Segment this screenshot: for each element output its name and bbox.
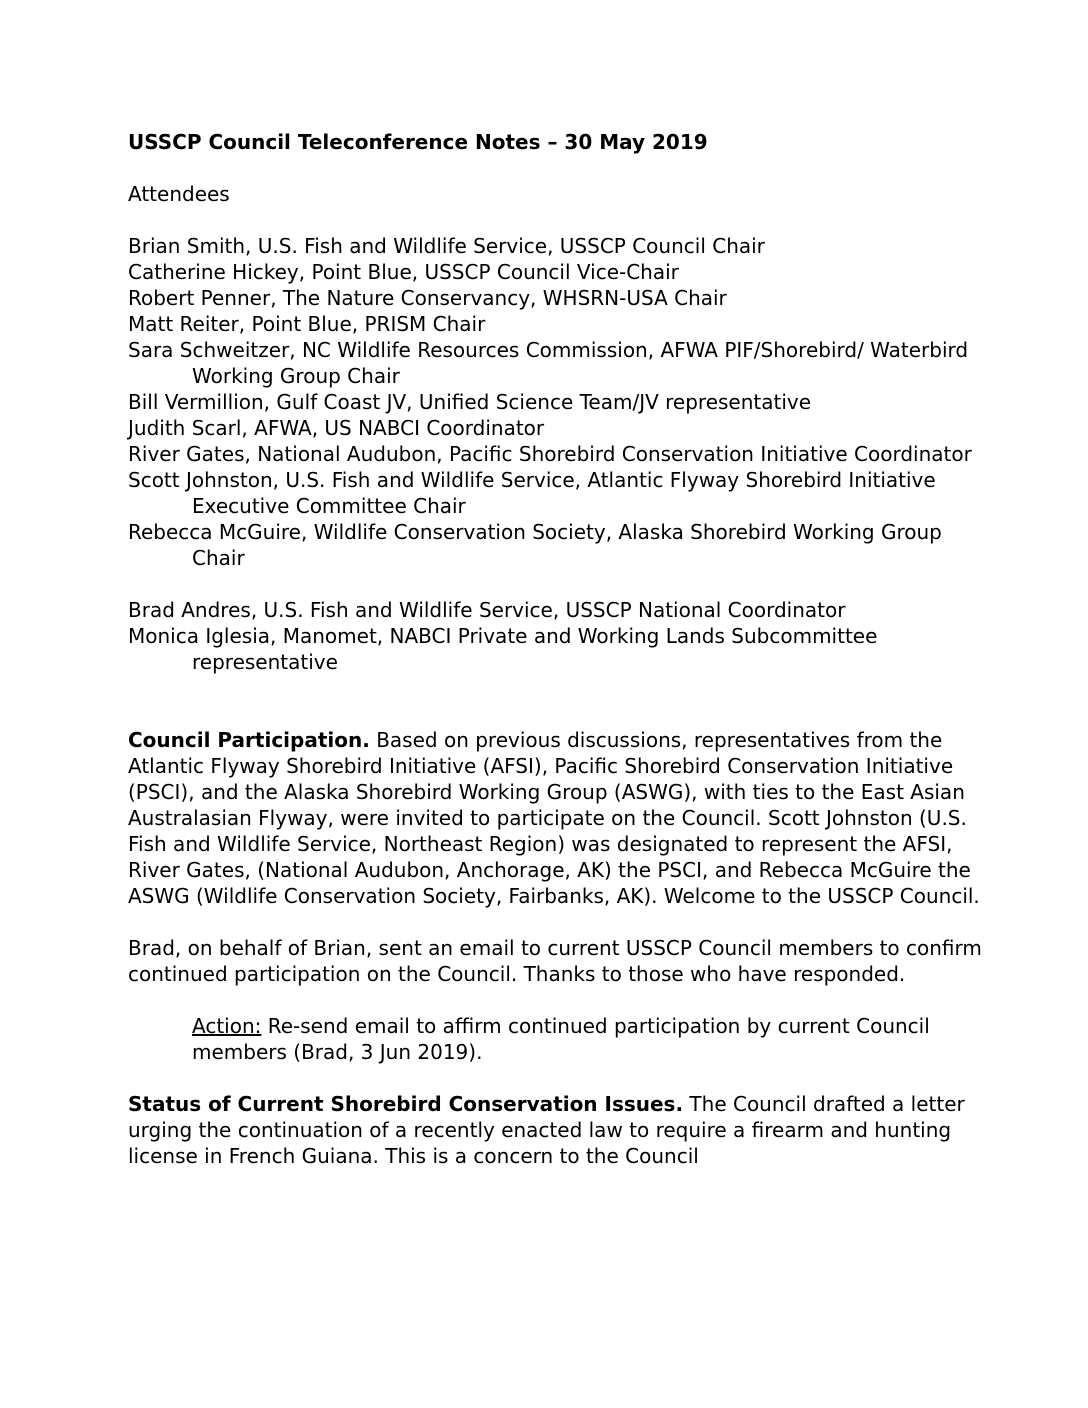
- staff-item: Brad Andres, U.S. Fish and Wildlife Service, USSCP National Coordinator: [128, 598, 846, 622]
- staff-list: [128, 597, 988, 675]
- attendee-item: Brian Smith, U.S. Fish and Wildlife Service, USSCP Council Chair: [128, 234, 765, 258]
- attendee-item: Bill Vermillion, Gulf Coast JV, Unified Science Team/JV representative: [128, 390, 812, 414]
- attendee-item: Judith Scarl, AFWA, US NABCI Coordinator: [128, 416, 545, 440]
- document-title: USSCP Council Teleconference Notes – 30 May 2019: [128, 130, 708, 154]
- action-item: [128, 1013, 988, 1065]
- attendee-item: River Gates, National Audubon, Pacific Shorebird Conservation Initiative Coordinator: [128, 442, 972, 466]
- spacer: [128, 909, 988, 935]
- council-participation-heading: Council Participation.: [128, 728, 370, 752]
- action-label: Action:: [192, 1014, 262, 1038]
- attendee-item: Catherine Hickey, Point Blue, USSCP Council Vice-Chair: [128, 260, 679, 284]
- spacer: [128, 571, 988, 597]
- conservation-issues-paragraph: [128, 1091, 988, 1169]
- document-body: [128, 129, 988, 1169]
- conservation-issues-text: The Council drafted a letter urging the continuation of a recently enacted law to require a firearm and hunting license in French Guiana. This is a concern to the Council: [128, 1092, 965, 1168]
- conservation-issues-heading: Status of Current Shorebird Conservation Issues.: [128, 1092, 684, 1116]
- spacer: [128, 675, 988, 727]
- attendees-heading: Attendees: [128, 182, 230, 206]
- attendee-item: Rebecca McGuire, Wildlife Conservation Society, Alaska Shorebird Working Group Chair: [128, 520, 942, 570]
- spacer: [128, 1065, 988, 1091]
- spacer: [128, 987, 988, 1013]
- council-participation-paragraph: [128, 727, 988, 909]
- council-participation-text: Based on previous discussions, representatives from the Atlantic Flyway Shorebird Initiative (AFSI), Pacific Shorebird Conservation Initiative (PSCI), and the Alaska Shorebird Working Group (ASWG), with ties to the East Asian Australasian Flyway, were invited to participate on the Council. Scott Johnston (U.S. Fish and Wildlife Service, Northeast Region) was designated to represent the AFSI, River Gates, (National Audubon, Anchorage, AK) the PSCI, and Rebecca McGuire the ASWG (Wildlife Conservation Society, Fairbanks, AK). Welcome to the USSCP Council.: [128, 728, 980, 908]
- attendee-item: Scott Johnston, U.S. Fish and Wildlife Service, Atlantic Flyway Shorebird Initiative Executive Committee Chair: [128, 468, 936, 518]
- staff-item: Monica Iglesia, Manomet, NABCI Private and Working Lands Subcommittee representative: [128, 624, 878, 674]
- action-text: Re-send email to affirm continued participation by current Council members (Brad, 3 Jun 2019).: [192, 1014, 930, 1064]
- council-email-paragraph: Brad, on behalf of Brian, sent an email to current USSCP Council members to confirm continued participation on the Council. Thanks to those who have responded.: [128, 936, 982, 986]
- attendee-item: Robert Penner, The Nature Conservancy, WHSRN-USA Chair: [128, 286, 727, 310]
- attendee-item: Matt Reiter, Point Blue, PRISM Chair: [128, 312, 486, 336]
- attendee-list: [128, 233, 988, 571]
- attendee-item: Sara Schweitzer, NC Wildlife Resources Commission, AFWA PIF/Shorebird/ Waterbird Working Group Chair: [128, 338, 969, 388]
